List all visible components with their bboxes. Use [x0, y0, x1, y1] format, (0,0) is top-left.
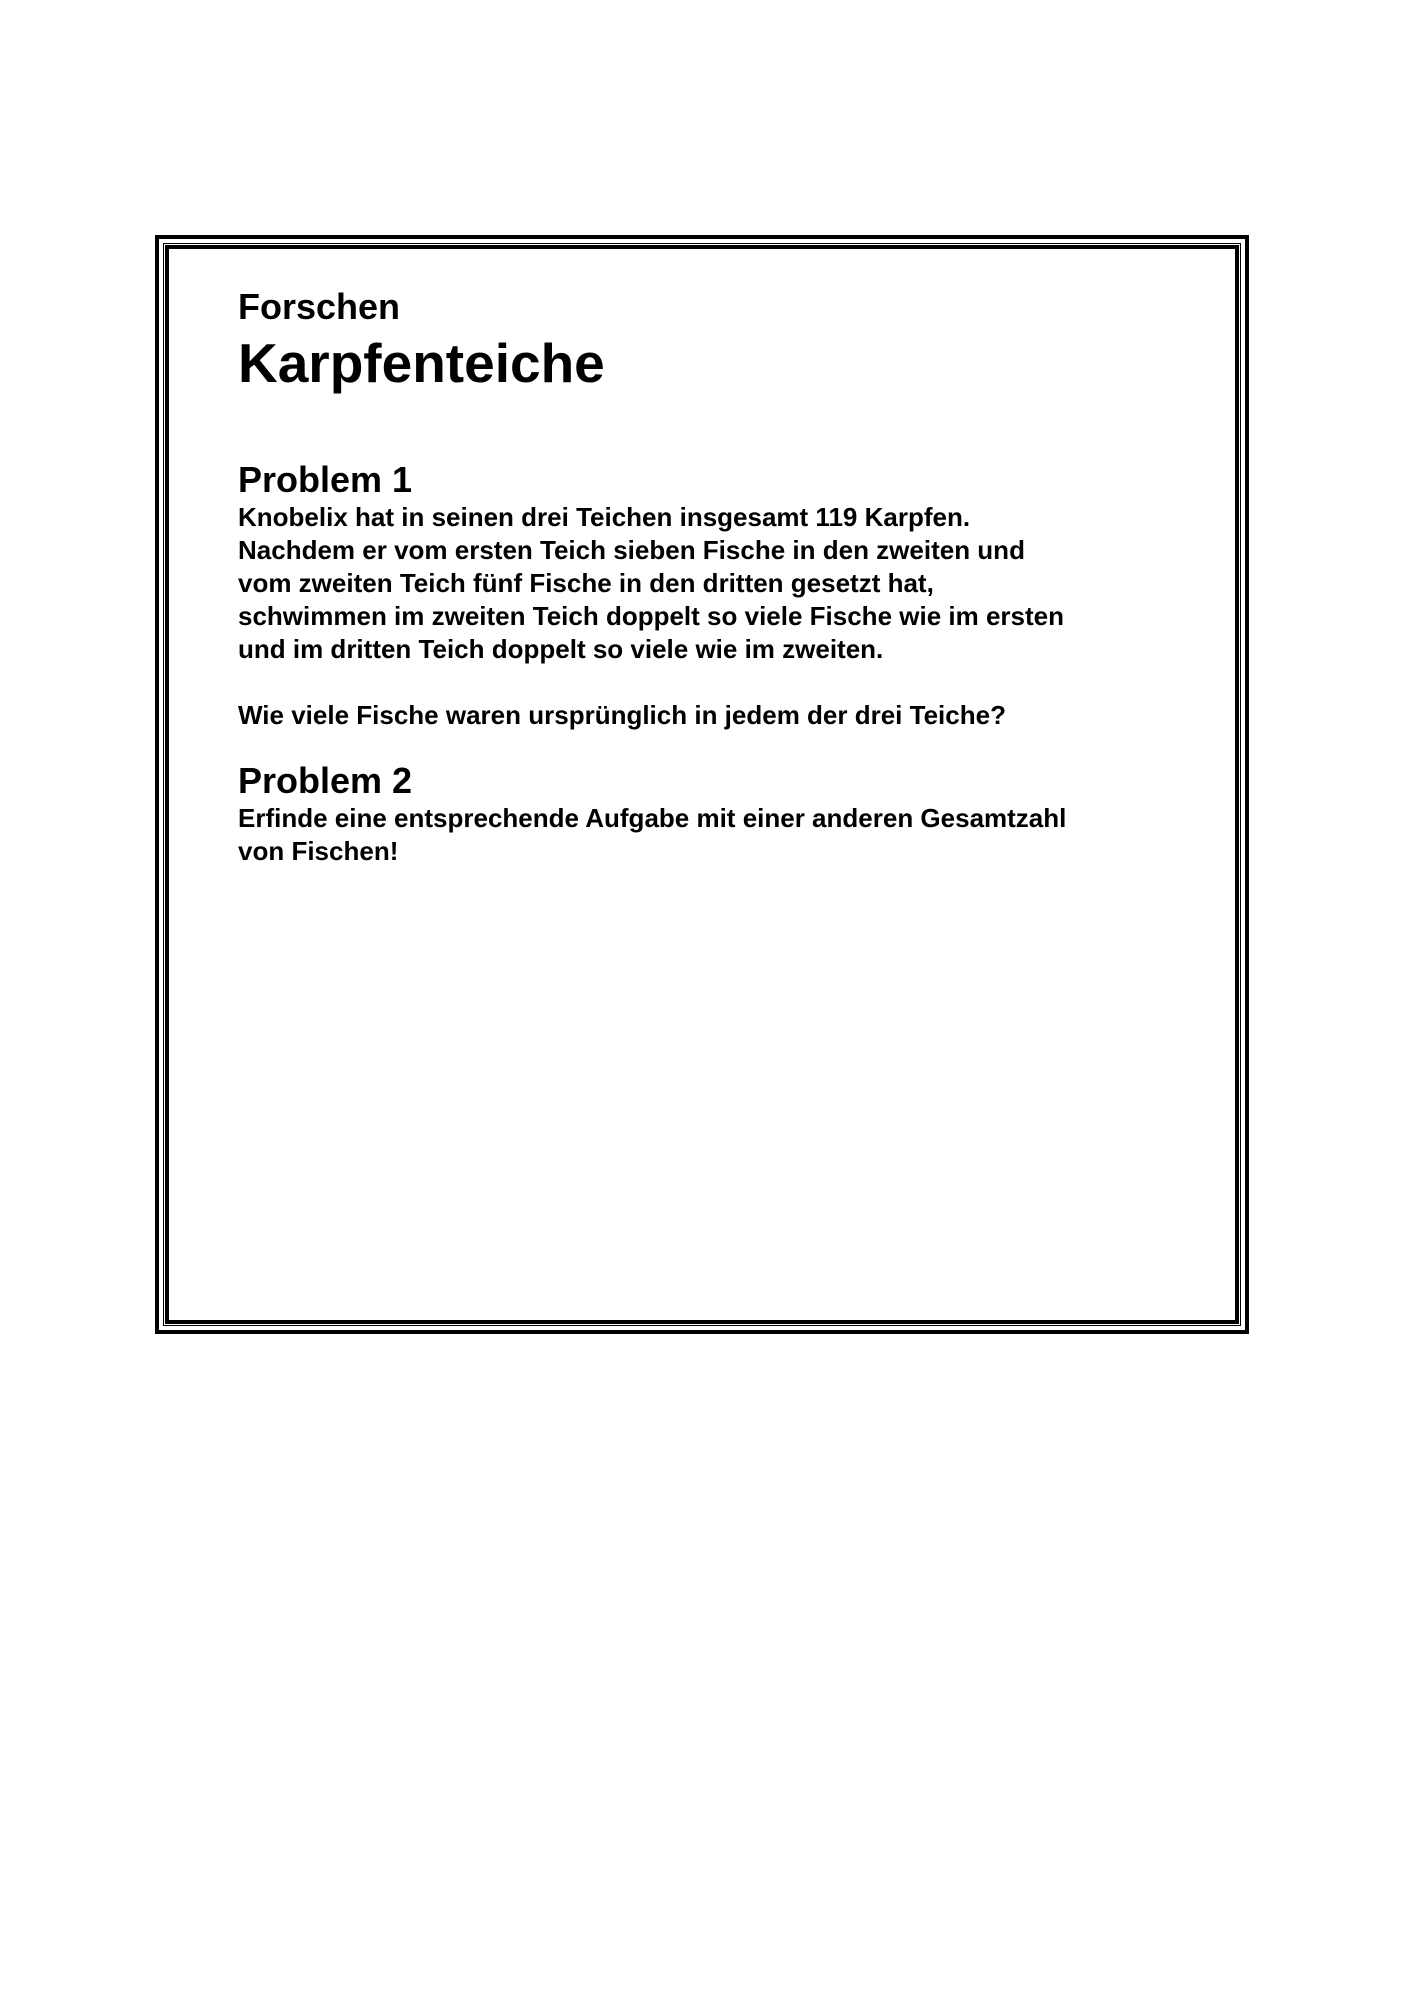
worksheet-kicker: Forschen [238, 286, 401, 327]
problem-1-section [238, 459, 1168, 732]
problem-2-section [238, 760, 1168, 868]
problem-1-heading: Problem 1 [238, 459, 413, 500]
problem-2-heading: Problem 2 [238, 760, 413, 801]
problem-2-text: Erfinde eine entsprechende Aufgabe mit einer anderen Gesamtzahl von Fischen! [238, 803, 1067, 866]
worksheet-title: Karpfenteiche [238, 332, 605, 394]
problem-1-text: Knobelix hat in seinen drei Teichen insgesamt 119 Karpfen. Nachdem er vom ersten Teich sieben Fische in den zweiten und vom zweiten Teich fünf Fische in den dritten gesetzt hat, schwimmen im zweiten Teich doppelt so viele Fische wie im ersten und im dritten Teich doppelt so viele wie im zweiten. [238, 502, 1064, 664]
problem-1-question: Wie viele Fische waren ursprünglich in jedem der drei Teiche? [238, 700, 1006, 730]
worksheet-content [238, 285, 1168, 868]
